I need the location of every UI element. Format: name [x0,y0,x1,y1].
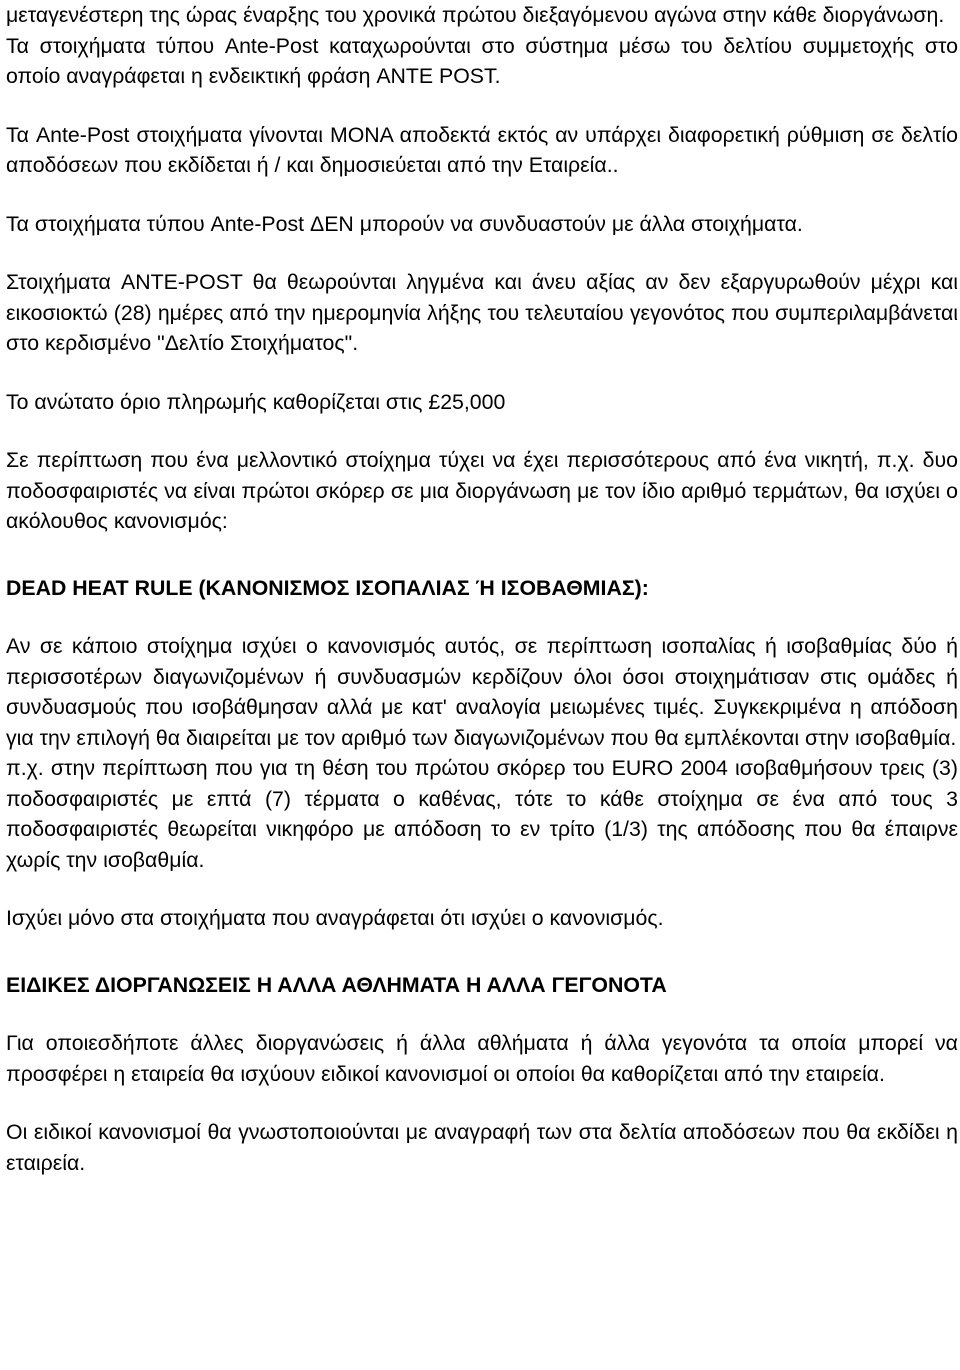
heading-special-events: ΕΙΔΙΚΕΣ ΔΙΟΡΓΑΝΩΣΕΙΣ Η ΑΛΛΑ ΑΘΛΗΜΑΤΑ Η ΑΛΛΑ ΓΕΓΟΝΟΤΑ [6,972,667,997]
paragraph-rule-applicability: Ισχύει μόνο στα στοιχήματα που αναγράφεται ότι ισχύει ο κανονισμός. [6,906,664,930]
paragraph-ante-post-no-combination: Τα στοιχήματα τύπου Ante-Post ΔΕΝ μπορούν να συνδυαστούν με άλλα στοιχήματα. [6,211,803,236]
document-page [6,0,958,1178]
paragraph-ante-post-registration: Τα στοιχήματα τύπου Ante-Post καταχωρούνται στο σύστημα μέσω του δελτίου συμμετοχής στο οποίο αναγράφεται η ενδεικτική φράση ANTE POST. [6,33,958,88]
paragraph-ante-post-expiry: Στοιχήματα ANTE-POST θα θεωρούνται ληγμένα και άνευ αξίας αν δεν εξαργυρωθούν μέχρι και εικοσιοκτώ (28) ημέρες από την ημερομηνία λήξης του τελευταίου γεγονότος που συμπεριλαμβάνεται στο κερδισμένο "Δελτίο Στοιχήματος". [6,270,958,355]
paragraph-dead-heat-explanation: Αν σε κάποιο στοίχημα ισχύει ο κανονισμός αυτός, σε περίπτωση ισοπαλίας ή ισοβαθμίας δύο ή περισσοτέρων διαγωνιζομένων ή συνδυασμών κερδίζουν όλοι όσοι στοιχημάτισαν στις ομάδες ή συνδυασμούς που ισοβάθμησαν αλλά με κατ' αναλογία μειωμένες τιμές. Συγκεκριμένα η απόδοση για την επιλογή θα διαιρείται με τον αριθμό των διαγωνιζομένων που θα εμπλέκονται στην ισοβαθμία. [6,634,958,750]
paragraph-ante-post-single-only: Τα Ante-Post στοιχήματα γίνονται ΜΟΝΑ αποδεκτά εκτός αν υπάρχει διαφορετική ρύθμιση σε δελτίο αποδόσεων που εκδίδεται ή / και δημοσιεύεται από την Εταιρεία.. [6,122,958,177]
paragraph-special-events-rules: Για οποιεσδήποτε άλλες διοργανώσεις ή άλλα αθλήματα ή άλλα γεγονότα τα οποία μπορεί να προσφέρει η εταιρεία θα ισχύουν ειδικοί κανονισμοί οι οποίοι θα καθορίζεται από την εταιρεία. [6,1031,958,1086]
paragraph-payout-limit: Το ανώτατο όριο πληρωμής καθορίζεται στις £25,000 [6,389,506,414]
paragraph-multiple-winners: Σε περίπτωση που ένα μελλοντικό στοίχημα τύχει να έχει περισσότερους από ένα νικητή, π.χ. δυο ποδοσφαιριστές να είναι πρώτοι σκόρερ σε μια διοργάνωση με τον ίδιο αριθμό τερμάτων, θα ισχύει ο ακόλουθος κανονισμός: [6,448,958,533]
heading-dead-heat-rule: DEAD HEAT RULE (ΚΑΝΟΝΙΣΜΟΣ ΙΣΟΠΑΛΙΑΣ Ή ΙΣΟΒΑΘΜΙΑΣ): [6,575,649,600]
paragraph-dead-heat-example: π.χ. στην περίπτωση που για τη θέση του πρώτου σκόρερ του EURO 2004 ισοβαθμήσουν τρεις (3) ποδοσφαιριστές με επτά (7) τέρματα ο καθένας, τότε το κάθε στοίχημα σε ένα από τους 3 ποδοσφαιριστές θεωρείται νικηφόρο με απόδοση το εν τρίτο (1/3) της απόδοσης που θα έπαιρνε χωρίς την ισοβαθμία. [6,756,958,872]
paragraph-ante-post-timing: μεταγενέστερη της ώρας έναρξης του χρονικά πρώτου διεξαγόμενου αγώνα στην κάθε διοργάνωση. [6,3,945,27]
paragraph-special-rules-publication: Οι ειδικοί κανονισμοί θα γνωστοποιούνται με αναγραφή των στα δελτία αποδόσεων που θα εκδίδει η εταιρεία. [6,1120,958,1175]
